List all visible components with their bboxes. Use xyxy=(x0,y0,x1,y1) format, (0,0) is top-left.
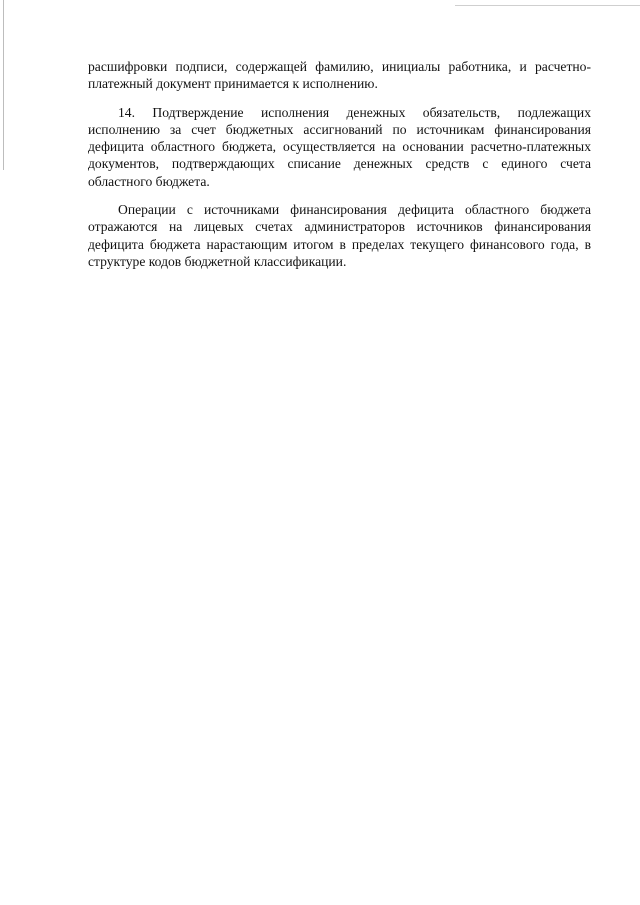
paragraph-operations xyxy=(88,201,591,270)
paragraph-text: Операции с источниками финансирования дефицита областного бюджета отражаются на лицевых счетах администраторов источников финансирования дефицита бюджета нарастающим итогом в пределах текущего финансового года, в структуре кодов бюджетной классификации. xyxy=(88,202,591,269)
scan-edge-line xyxy=(3,0,4,170)
paragraph-continuation xyxy=(88,58,591,93)
scan-top-line xyxy=(455,5,640,6)
paragraph-number: 14. xyxy=(118,104,135,120)
paragraph-text: Подтверждение исполнения денежных обязательств, подлежащих исполнению за счет бюджетных ассигнований по источникам финансирования дефицита областного бюджета, осуществляется на основании расчетно-платежных документов, подтверждающих списание денежных средств с единого счета областного бюджета. xyxy=(88,104,591,189)
paragraph-item-14 xyxy=(88,104,591,190)
document-body xyxy=(88,58,591,281)
paragraph-text: расшифровки подписи, содержащей фамилию, инициалы работника, и расчетно-платежный документ принимается к исполнению. xyxy=(88,59,591,92)
